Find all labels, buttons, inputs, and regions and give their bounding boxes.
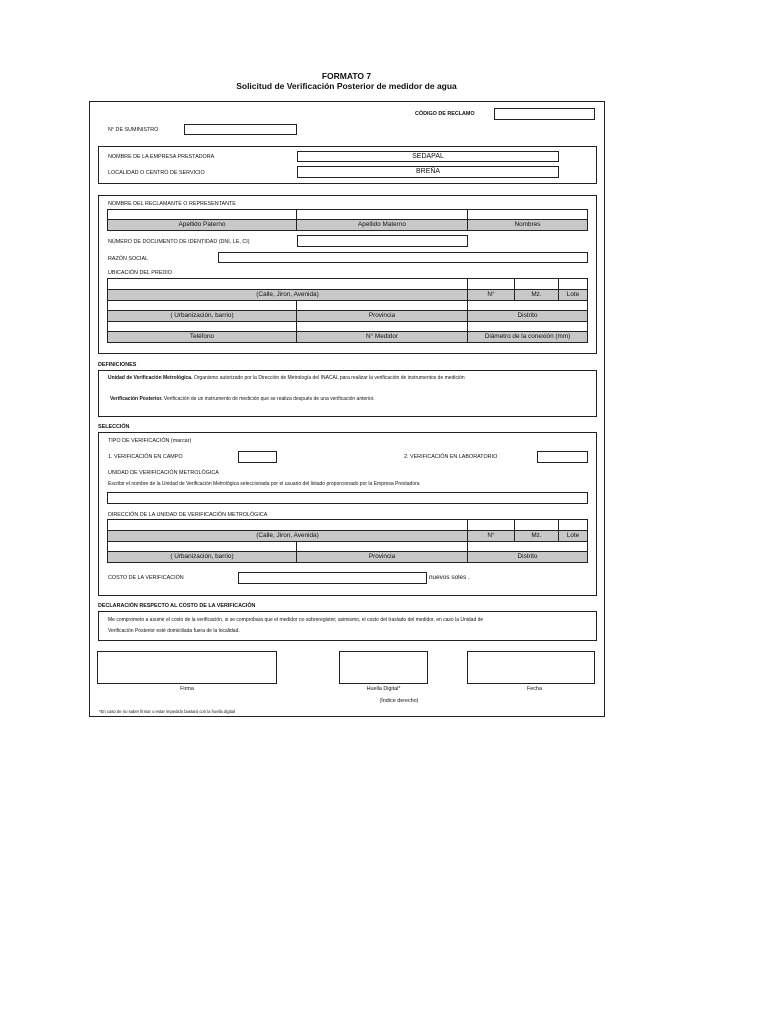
codigo-reclamo-field[interactable] [494,108,595,120]
suministro-label: N° DE SUMINISTRO [108,127,159,133]
col-lote: Lote [558,289,588,301]
costo-label: COSTO DE LA VERIFICACIÓN [108,575,184,581]
verificacion-laboratorio-checkbox[interactable] [537,451,588,463]
form-title: Solicitud de Verificación Posterior de medidor de agua [236,81,457,91]
definicion-uvm-term: Unidad de Verificación Metrológica. [108,375,193,381]
form-number: FORMATO 7 [321,71,372,81]
tipo-verificacion-label: TIPO DE VERIFICACIÓN (marcar) [108,438,192,444]
definicion-vp [110,396,375,403]
col-apellido-paterno: Apellido Paterno [107,219,297,231]
col-distrito: Distrito [467,310,588,322]
definiciones-heading: DEFINICIONES [98,362,137,368]
declaracion-heading: DECLARACIÓN RESPECTO AL COSTO DE LA VERIFICACIÓN [98,603,256,609]
col-apellido-materno: Apellido Materno [296,219,468,231]
indice-label: (Índice derecho) [379,698,419,704]
col-numero: N° [467,289,515,301]
razon-social-field[interactable] [218,252,588,263]
suministro-field[interactable] [184,124,297,135]
declaracion-section [98,611,597,641]
verificacion-campo-checkbox[interactable] [238,451,277,463]
definicion-vp-term: Verificación Posterior. [110,396,163,402]
huella-box[interactable] [339,651,428,684]
col-telefono: Teléfono [107,331,297,343]
codigo-reclamo-label: CÓDIGO DE RECLAMO [415,111,475,117]
costo-field[interactable] [238,572,427,584]
sel-col-numero: N° [467,530,515,542]
firma-box[interactable] [97,651,277,684]
reclamante-label: NOMBRE DEL RECLAMANTE O REPRESENTANTE [108,201,236,207]
uvm-label: UNIDAD DE VERIFICACIÓN METROLÓGICA [108,470,219,476]
documento-label: NÚMERO DE DOCUMENTO DE IDENTIDAD (DNI, LE, CI) [108,239,250,245]
col-nombres: Nombres [467,219,588,231]
firma-label: Firma [180,686,194,692]
uvm-name-field[interactable] [107,492,588,504]
col-medidor: N° Medidor [296,331,468,343]
localidad-field[interactable]: BREÑA [297,166,559,178]
declaracion-line1: Me comprometo a asumir el costo de la verificación, si se comprobara que el medidor no sobreregistre; asimismo, el costo del traslado del medidor, en caso la Unidad de [108,617,484,623]
ubicacion-label: UBICACIÓN DEL PREDIO [108,270,172,276]
uvm-instruction: Escribir el nombre de la Unidad de Verificación Metrológica seleccionada por el usuario del listado proporcionado por la Empresa Prestadora [108,481,420,487]
fecha-label: Fecha [527,686,542,692]
definicion-uvm-text: Organismo autorizado por la Dirección de Metrología del INACAL para realizar la verificación de instrumentos de medición [192,375,465,381]
verificacion-campo-label: 1. VERIFICACIÓN EN CAMPO [108,454,183,460]
razon-social-label: RAZÓN SOCIAL [108,256,149,262]
documento-field[interactable] [297,235,468,247]
seleccion-heading: SELECCIÓN [98,424,130,430]
col-diametro: Diámetro de la conexión (mm) [467,331,588,343]
direccion-uvm-label: DIRECCIÓN DE LA UNIDAD DE VERIFICACIÓN METROLÓGICA [108,512,268,518]
definicion-vp-text: Verificación de un instrumento de medición que se realiza después de una verificación anterior. [162,396,375,402]
fecha-box[interactable] [467,651,595,684]
sel-col-mz: Mz. [514,530,559,542]
localidad-label: LOCALIDAD O CENTRO DE SERVICIO [108,170,205,176]
sel-col-provincia: Provincia [296,551,468,563]
sel-col-urbanizacion: ( Urbanización, barrio) [107,551,297,563]
declaracion-line2: Verificación Posterior esté domiciliada fuera de la localidad. [108,628,240,634]
verificacion-laboratorio-label: 2. VERIFICACIÓN EN LABORATORIO [404,454,498,460]
col-calle: (Calle, Jiron, Avenida) [107,289,468,301]
col-mz: Mz. [514,289,559,301]
costo-moneda: nuevos soles . [429,574,470,581]
empresa-nombre-field[interactable]: SEDAPAL [297,151,559,162]
empresa-nombre-label: NOMBRE DE LA EMPRESA PRESTADORA [108,154,215,160]
col-urbanizacion: ( Urbanización, barrio) [107,310,297,322]
col-provincia: Provincia [296,310,468,322]
sel-col-lote: Lote [558,530,588,542]
sel-col-distrito: Distrito [467,551,588,563]
huella-label: Huella Digital* [366,686,401,692]
definicion-uvm [108,375,465,382]
footnote: *En caso de no saber firmar o estar impedido bastará con la huella digital [99,709,235,714]
sel-col-calle: (Calle, Jiron, Avenida) [107,530,468,542]
